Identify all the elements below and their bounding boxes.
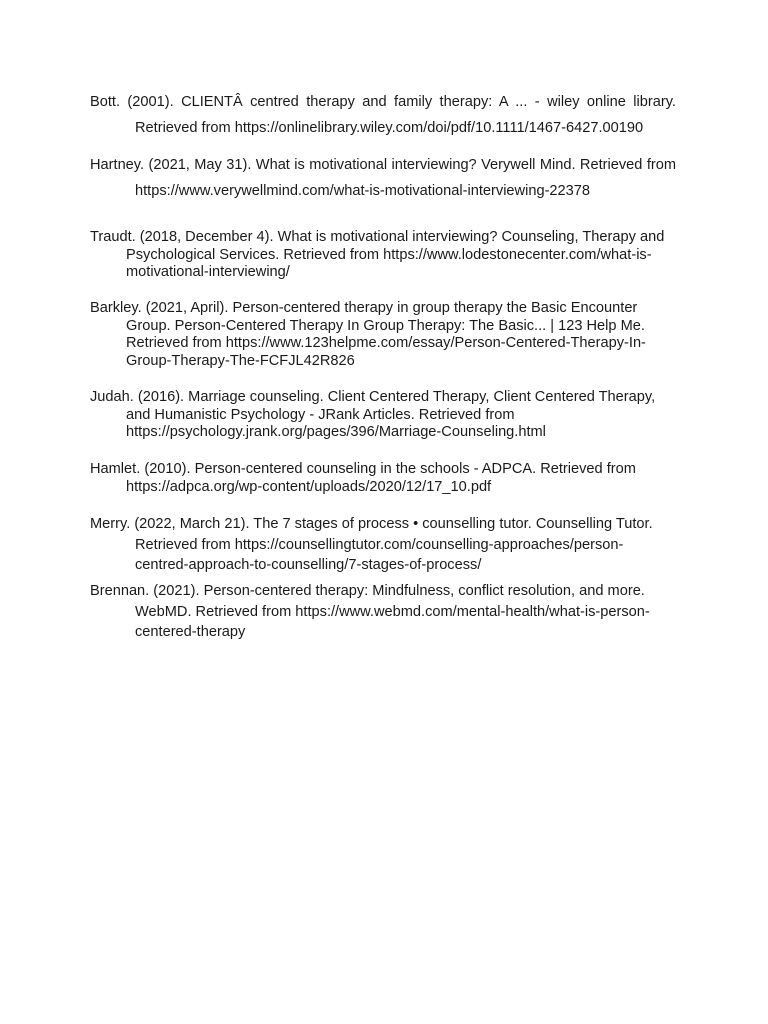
reference-item: Judah. (2016). Marriage counseling. Client Centered Therapy, Client Centered Therapy, and Humanistic Psychology - JRank Articles. Retrieved from https://psychology.jrank.org/pages/396/Marriage-Counseling.html <box>90 389 656 440</box>
reference-item: Hamlet. (2010). Person-centered counseling in the schools - ADPCA. Retrieved from https://adpca.org/wp-content/uploads/2020/12/17_10.pdf <box>90 461 636 495</box>
reference-item: Merry. (2022, March 21). The 7 stages of process • counselling tutor. Counselling Tutor. Retrieved from https://counsellingtutor.com/counselling-approaches/person-centred-approach-to-counselling/7-stages-of-process/ <box>90 516 653 573</box>
reference-item: Barkley. (2021, April). Person-centered therapy in group therapy the Basic Encounter Group. Person-Centered Therapy In Group Therapy: The Basic... | 123 Help Me. Retrieved from https://www.123helpme.com/essay/Person-Centered-Therapy-In-Group-Therapy-The-FCFJL42R826 <box>90 300 646 369</box>
reference-item: Brennan. (2021). Person-centered therapy: Mindfulness, conflict resolution, and more. WebMD. Retrieved from https://www.webmd.com/mental-health/what-is-person-centered-therapy <box>90 583 650 640</box>
reference-item <box>90 89 676 141</box>
reference-text: Hartney. (2021, May 31). What is motivational interviewing? Verywell Mind. Retrieved <box>90 157 643 173</box>
reference-item: Traudt. (2018, December 4). What is motivational interviewing? Counseling, Therapy and Psychological Services. Retrieved from https://www.lodestonecenter.com/what-is-motivational-interviewing/ <box>90 229 665 280</box>
reference-text: Bott. (2001). CLIENTÂ centred therapy and family therapy: A ... - wiley online library. <box>90 94 676 110</box>
reference-text: from https://www.verywellmind.com/what-is-motivational-interviewing-22378 <box>135 157 676 199</box>
reference-text: Retrieved from https://onlinelibrary.wiley.com/doi/pdf/10.1111/1467-6427.00190 <box>135 120 644 136</box>
reference-item <box>90 152 676 204</box>
